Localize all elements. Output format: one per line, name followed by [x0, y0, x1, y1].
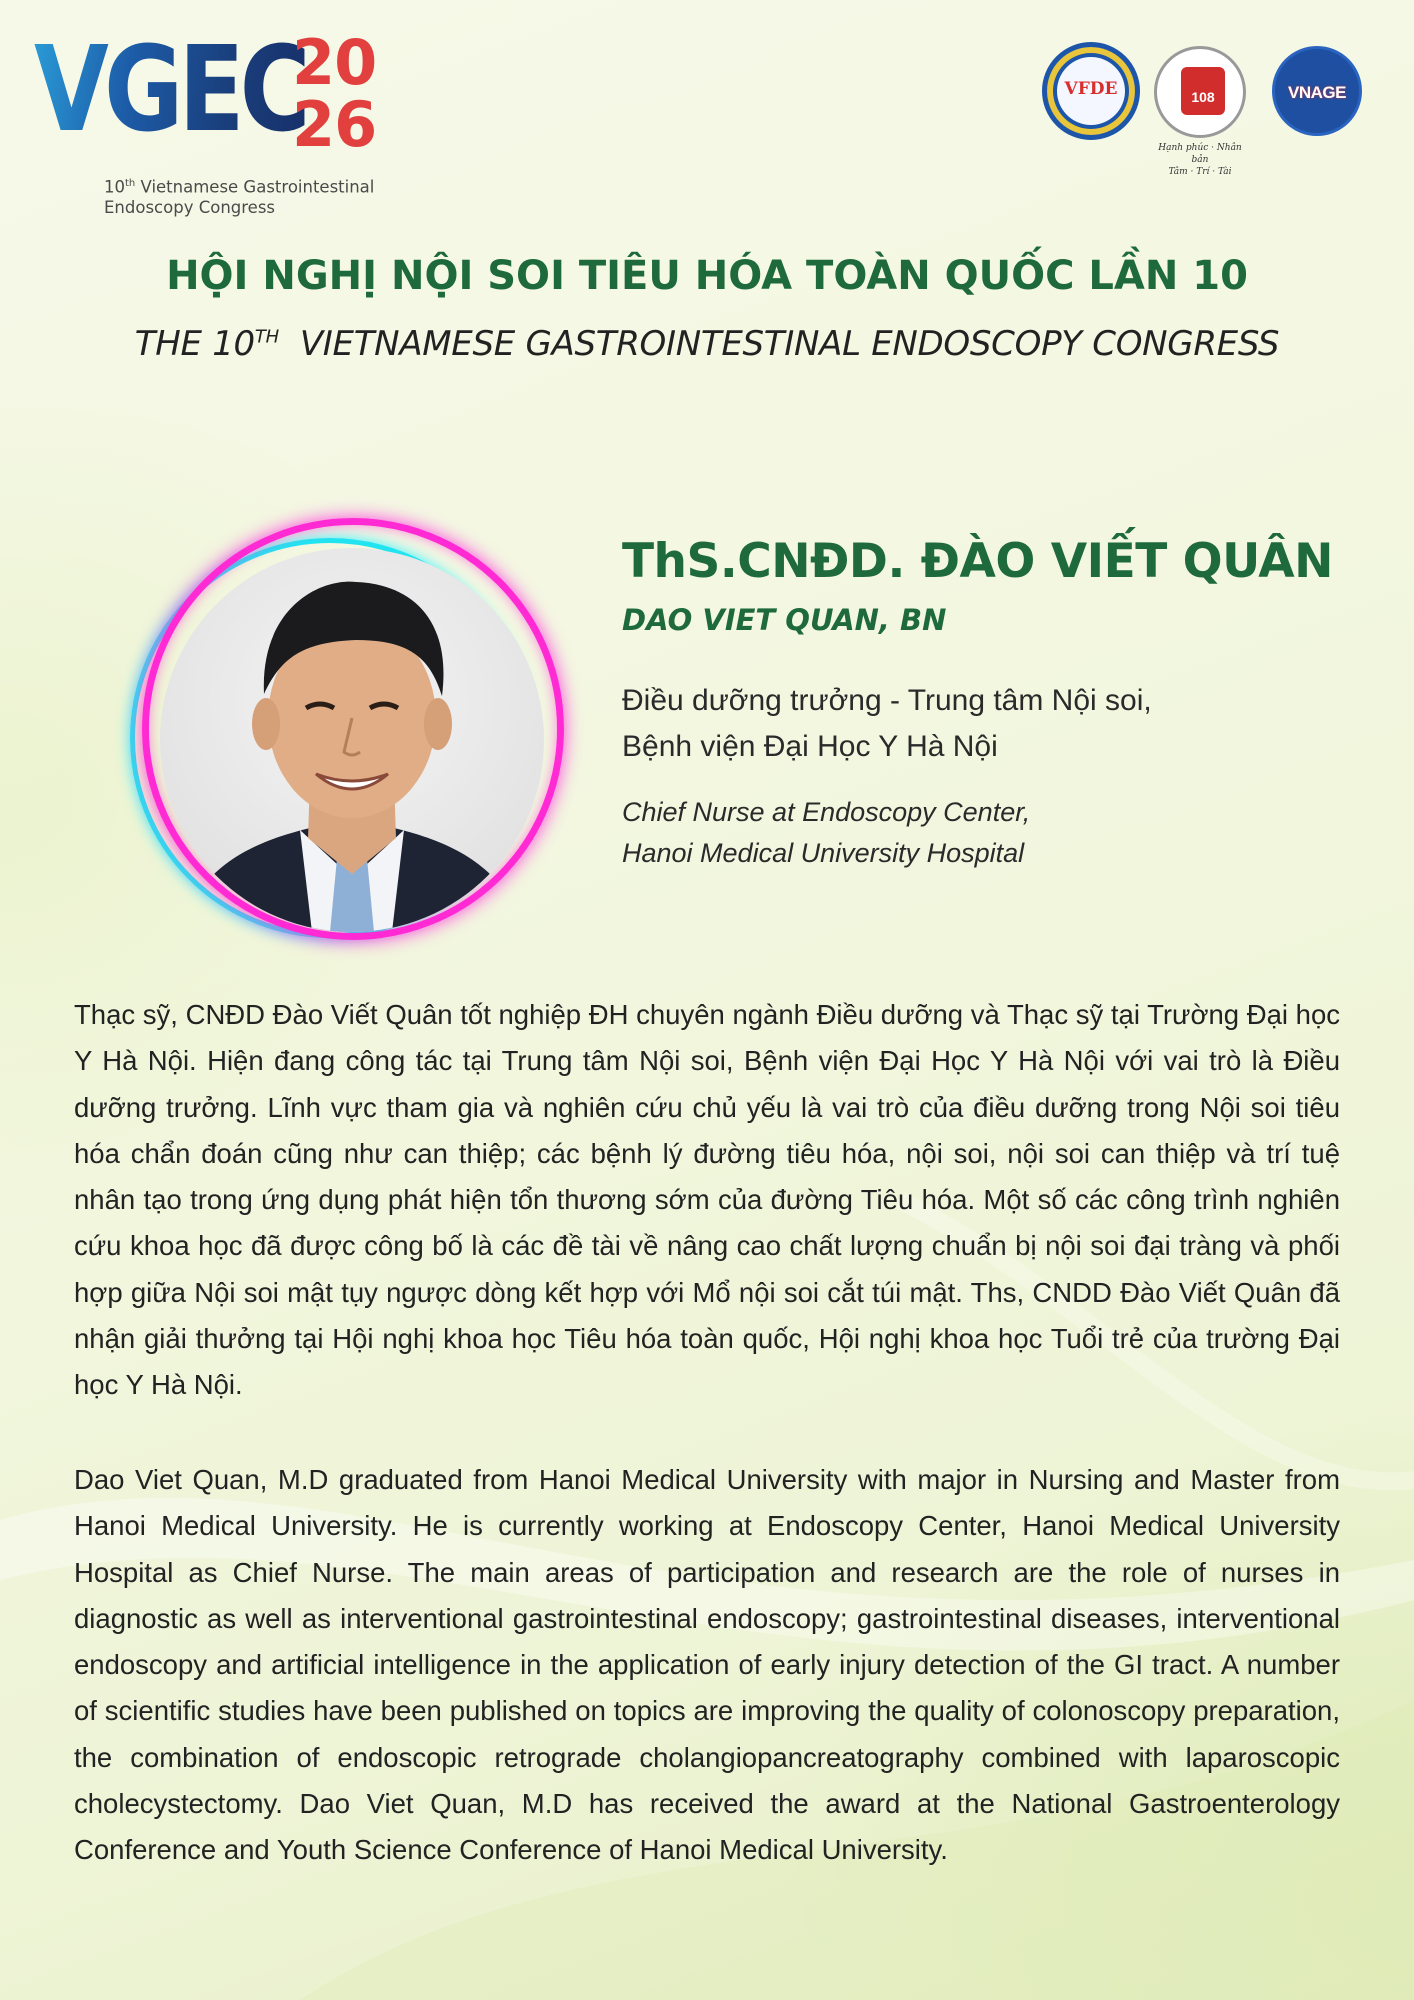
speaker-info	[622, 524, 1362, 874]
logo-year-bottom: 26	[292, 88, 377, 161]
conference-title-en-prefix: THE 10	[134, 324, 255, 364]
vnage-seal-text: VNAGE	[1288, 83, 1346, 102]
vfde-seal-text: VFDE	[1064, 79, 1118, 99]
partner-logos	[1042, 42, 1372, 177]
speaker-name-vi: ThS.CNĐD. ĐÀO VIẾT QUÂN	[622, 534, 1334, 589]
conference-title-en-sup: TH	[254, 326, 279, 348]
conference-title-en	[0, 324, 1414, 364]
hospital-108-seal-text: 108	[1191, 89, 1215, 105]
vgec-logo	[34, 20, 434, 220]
logo-subtitle-line2: Endoscopy Congress	[104, 197, 276, 217]
hospital-108-emblem	[1181, 67, 1225, 115]
logo-year	[292, 26, 412, 161]
conference-title-en-rest: VIETNAMESE GASTROINTESTINAL ENDOSCOPY CONGRESS	[299, 324, 1280, 364]
logo-subtitle	[104, 174, 404, 218]
speaker-role-en	[622, 792, 1362, 874]
speaker-role-en-line1: Chief Nurse at Endoscopy Center,	[622, 797, 1031, 827]
speaker-role-en-line2: Hanoi Medical University Hospital	[622, 838, 1025, 868]
hospital-108-seal	[1154, 46, 1246, 138]
hospital-108-caption-line2: Tâm · Trí · Tài	[1168, 167, 1232, 177]
speaker-portrait	[120, 448, 580, 948]
speaker-role-vi	[622, 678, 1362, 770]
bio-english: Dao Viet Quan, M.D graduated from Hanoi Medical University with major in Nursing and Master from Hanoi Medical University. He is currently working at Endoscopy Center, Hanoi Medical University Hospital as Chief Nurse. The main areas of participation and research are the role of nurses in diagnostic as well as interventional gastrointestinal endoscopy; gastrointestinal diseases, interventional endoscopy and artificial intelligence in the application of early injury detection of the GI tract. A number of scientific studies have been published on topics are improving the quality of colonoscopy preparation, the combination of endoscopic retrograde cholangiopancreatography combined with laparoscopic cholecystectomy. Dao Viet Quan, M.D has received the award at the National Gastroenterology Conference and Youth Science Conference of Hanoi Medical University.	[74, 1464, 1340, 1866]
speaker-photo	[160, 548, 544, 932]
speaker-role-vi-line2: Bệnh viện Đại Học Y Hà Nội	[622, 730, 998, 763]
bio-vietnamese: Thạc sỹ, CNĐD Đào Viết Quân tốt nghiệp ĐH chuyên ngành Điều dưỡng và Thạc sỹ tại Trường Đại học Y Hà Nội. Hiện đang công tác tại Trung tâm Nội soi, Bệnh viện Đại Học Y Hà Nội với vai trò là Điều dưỡng trưởng. Lĩnh vực tham gia và nghiên cứu chủ yếu là vai trò của điều dưỡng trong Nội soi tiêu hóa chẩn đoán cũng như can thiệp; các bệnh lý đường tiêu hóa, nội soi, nội soi can thiệp và trí tuệ nhân tạo trong ứng dụng phát hiện tổn thương sớm của đường Tiêu hóa. Một số các công trình nghiên cứu khoa học đã được công bố là các đề tài về nâng cao chất lượng chuẩn bị nội soi đại tràng và phối hợp giữa Nội soi mật tụy ngược dòng kết hợp với Mổ nội soi cắt túi mật. Ths, CNDD Đào Viết Quân đã nhận giải thưởng tại Hội nghị khoa học Tiêu hóa toàn quốc, Hội nghị khoa học Tuổi trẻ của trường Đại học Y Hà Nội.	[74, 999, 1340, 1401]
hospital-108-caption	[1150, 142, 1250, 178]
conference-title-vi: HỘI NGHỊ NỘI SOI TIÊU HÓA TOÀN QUỐC LẦN 10	[166, 253, 1248, 299]
vnage-seal	[1272, 46, 1362, 136]
vfde-seal	[1042, 42, 1140, 140]
logo-year-top: 20	[292, 26, 377, 99]
logo-subtitle-ordinal-suffix: th	[125, 178, 136, 189]
speaker-name-en: DAO VIET QUAN, BN	[622, 603, 947, 637]
speaker-role-vi-line1: Điều dưỡng trưởng - Trung tâm Nội soi,	[622, 684, 1152, 717]
logo-subtitle-ordinal: 10	[104, 177, 125, 197]
hospital-108-caption-line1: Hạnh phúc · Nhân bản	[1158, 143, 1242, 165]
logo-acronym: VGEC	[34, 20, 306, 158]
logo-subtitle-line1: Vietnamese Gastrointestinal	[140, 177, 375, 197]
